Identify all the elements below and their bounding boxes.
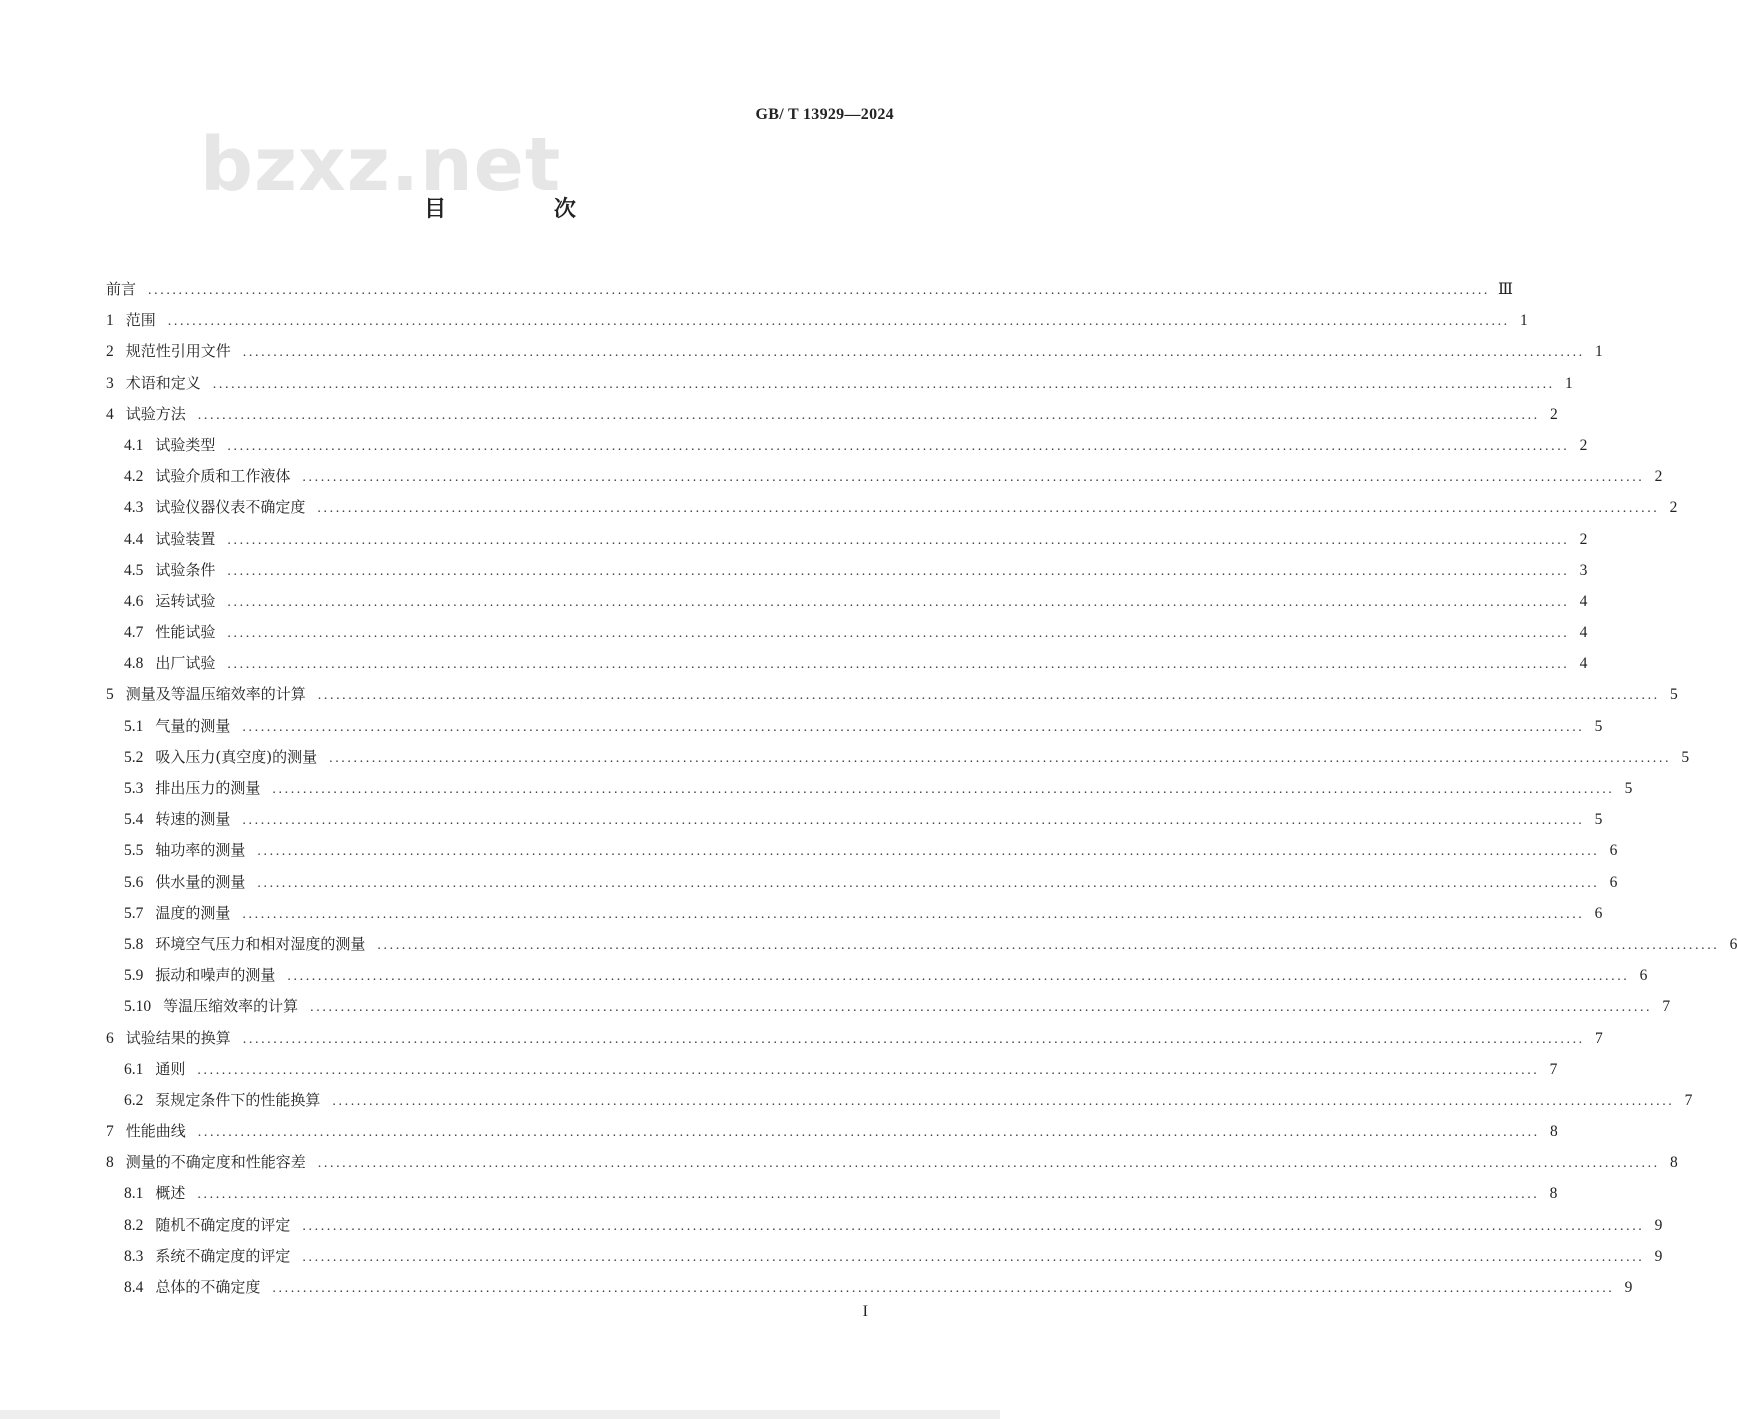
dot-leader: ............................................................................................................................................................................................................................ [242,719,1585,735]
toc-entry-page: 7 [1595,1029,1603,1047]
toc-entry-label: 试验结果的换算 [125,1028,231,1047]
toc-entry-page: 5 [1624,780,1633,797]
toc-entry-page: 5 [1670,686,1678,704]
toc-entry-page: 7 [1684,1091,1693,1109]
toc-entry-label: 排出压力的测量 [155,779,261,797]
dot-leader: ............................................................................................................................................................................................................................ [227,438,1570,454]
watermark: bzxz.net [200,122,562,208]
toc-entry-page: 2 [1579,530,1588,548]
dot-leader: ............................................................................................................................................................................................................................ [197,407,1540,423]
toc-entry-number: 5.9 [124,967,144,985]
toc-entry-page: 6 [1729,935,1737,953]
toc-entry[interactable] [106,524,1588,555]
toc-entry-number: 4.3 [124,499,144,517]
dot-leader: ............................................................................................................................................................................................................................ [167,314,1510,330]
dot-leader: ............................................................................................................................................................................................................................ [302,1218,1645,1234]
toc-entry[interactable] [106,336,1603,367]
toc-entry-number: 5.1 [124,717,144,735]
toc-entry-number: 8 [106,1154,114,1172]
dot-leader: ............................................................................................................................................................................................................................ [317,501,1660,517]
toc-entry-page: 6 [1594,904,1603,922]
dot-leader: ............................................................................................................................................................................................................................ [242,906,1585,922]
toc-entry-number: 5.2 [124,748,144,766]
toc-entry-number: 4 [106,405,114,423]
dot-leader: ............................................................................................................................................................................................................................ [212,376,1555,392]
dot-leader: ............................................................................................................................................................................................................................ [302,470,1645,486]
toc-entry-page: 1 [1595,343,1603,361]
dot-leader: ............................................................................................................................................................................................................................ [257,875,1600,891]
toc-entry-label: 总体的不确定度 [155,1278,261,1296]
toc-entry-number: 5.8 [124,935,144,953]
toc-entry-page: 2 [1669,499,1678,517]
toc-entry-number: 4.8 [124,655,144,673]
toc-entry-label: 振动和噪声的测量 [155,966,276,985]
toc-entry-number: 4.1 [124,436,144,454]
standard-code: GB/ T 13929—2024 [755,106,894,123]
toc-entry-label: 等温压缩效率的计算 [163,997,299,1016]
dot-leader: ............................................................................................................................................................................................................................ [317,1156,1660,1172]
dot-leader: ............................................................................................................................................................................................................................ [272,782,1615,797]
toc-entry[interactable] [106,867,1618,898]
toc-entry-page: 4 [1579,655,1588,673]
toc-entry-label: 试验仪器仪表不确定度 [155,498,306,517]
toc-entry[interactable] [106,399,1558,430]
toc-entry-page: 9 [1624,1279,1633,1296]
toc-entry-label: 术语和定义 [125,373,201,392]
toc-entry[interactable] [106,929,1737,960]
dot-leader: ............................................................................................................................................................................................................................ [257,844,1600,860]
toc-entry[interactable] [106,274,1513,305]
toc-entry[interactable] [106,368,1573,399]
toc-entry[interactable] [106,1147,1678,1178]
toc-entry-number: 7 [106,1123,114,1141]
toc-entry-label: 试验装置 [155,529,216,548]
toc-entry-number: 8.1 [124,1185,144,1203]
dot-leader: ............................................................................................................................................................................................................................ [302,1249,1645,1265]
dot-leader: ............................................................................................................................................................................................................................ [227,532,1570,548]
dot-leader: ............................................................................................................................................................................................................................ [197,1062,1540,1078]
toc-entry[interactable] [106,1178,1558,1209]
toc-entry[interactable] [106,555,1588,586]
page-number: I [862,1303,868,1320]
toc-entry[interactable] [106,617,1588,648]
toc-entry-page: 6 [1639,967,1648,985]
toc-entry-number: 3 [106,374,114,392]
toc-entry[interactable] [106,1272,1633,1303]
toc-entry-page: 3 [1579,561,1588,579]
toc-entry-number: 6 [106,1029,114,1047]
toc-entry-label: 转速的测量 [155,810,231,829]
toc-entry-label: 供水量的测量 [155,872,246,891]
toc-entry-page: 8 [1549,1185,1558,1203]
toc-entry-number: 4.4 [124,530,144,548]
toc-entry-label: 系统不确定度的评定 [155,1246,291,1265]
toc-entry-number: 8.3 [124,1247,144,1265]
toc-entry-label: 概述 [155,1184,186,1203]
toc-entry[interactable] [106,1023,1603,1054]
toc-entry-label: 范围 [125,311,156,330]
toc-entry[interactable] [106,711,1603,742]
toc-entry-label: 性能试验 [155,623,216,642]
toc-entry-page: 8 [1550,1123,1558,1141]
toc-entry-number: 5 [106,686,114,704]
toc-entry-page: 9 [1654,1216,1663,1234]
dot-leader: ............................................................................................................................................................................................................................ [242,345,1585,361]
toc-entry-page: 7 [1549,1060,1558,1078]
toc-entry-number: 6.2 [124,1091,144,1109]
toc-entry-label: 温度的测量 [155,903,231,922]
toc-entry-label: 性能曲线 [125,1122,186,1141]
toc-entry[interactable] [106,1085,1693,1116]
toc-entry-label: 试验介质和工作液体 [155,467,291,486]
dot-leader: ............................................................................................................................................................................................................................ [332,1093,1675,1109]
dot-leader: ............................................................................................................................................................................................................................ [287,969,1630,985]
toc-entry-label: 测量及等温压缩效率的计算 [125,685,306,704]
toc-entry[interactable] [106,898,1603,929]
toc-entry-page: 6 [1609,842,1618,860]
toc-entry-page: 5 [1681,748,1690,766]
toc-entry-label: 泵规定条件下的性能换算 [155,1090,321,1109]
page-title: 目 次 [424,197,626,222]
toc-entry-page: 1 [1565,374,1573,392]
toc-entry[interactable] [106,835,1618,866]
dot-leader: ............................................................................................................................................................................................................................ [227,626,1570,642]
dot-leader: ............................................................................................................................................................................................................................ [377,937,1720,953]
toc-entry-number: 1 [106,312,114,330]
dot-leader: ............................................................................................................................................................................................................................ [227,563,1570,579]
toc-entry-page: Ⅲ [1498,281,1513,298]
toc-entry-number: 4.6 [124,592,144,610]
toc-entry-label: 试验条件 [155,560,216,579]
dot-leader: ............................................................................................................................................................................................................................ [227,657,1570,673]
toc-entry[interactable] [106,648,1588,679]
toc-entry-number: 4.2 [124,468,144,486]
toc-entry-label: 轴功率的测量 [155,841,246,860]
toc-entry-label: 试验方法 [125,404,186,423]
dot-leader: ............................................................................................................................................................................................................................ [272,1281,1615,1296]
toc-entry[interactable] [106,586,1588,617]
toc-entry[interactable] [106,1054,1558,1085]
dot-leader: ............................................................................................................................................................................................................................ [242,813,1585,829]
toc-entry-label: 环境空气压力和相对湿度的测量 [155,934,366,953]
toc-entry-page: 2 [1579,436,1588,454]
toc-entry-number: 8.4 [124,1279,144,1296]
toc-entry[interactable] [106,773,1633,804]
toc-entry-label: 前言 [106,280,137,298]
toc-entry-page: 2 [1550,405,1558,423]
toc-entry[interactable] [106,492,1678,523]
toc-entry[interactable] [106,991,1671,1022]
dot-leader: ............................................................................................................................................................................................................................ [197,1125,1540,1141]
toc-entry[interactable] [106,430,1588,461]
toc-entry-page: 7 [1662,998,1671,1016]
toc-entry-label: 气量的测量 [155,716,231,735]
toc-entry-number: 8.2 [124,1216,144,1234]
toc-entry-label: 规范性引用文件 [125,342,231,361]
toc-entry-number: 4.7 [124,624,144,642]
dot-leader: ............................................................................................................................................................................................................................ [148,283,1491,298]
toc-entry-number: 5.7 [124,904,144,922]
dot-leader: ............................................................................................................................................................................................................................ [242,1031,1585,1047]
dot-leader: ............................................................................................................................................................................................................................ [197,1187,1540,1203]
toc-list [106,274,1737,1303]
toc-entry-label: 通则 [155,1059,186,1078]
dot-leader: ............................................................................................................................................................................................................................ [317,688,1660,704]
toc-entry-page: 6 [1609,873,1618,891]
toc-entry-page: 4 [1579,592,1588,610]
toc-entry-page: 5 [1594,811,1603,829]
toc-entry-label: 运转试验 [155,591,216,610]
toc-entry-number: 5.3 [124,780,144,797]
toc-entry[interactable] [106,1241,1663,1272]
toc-entry-page: 9 [1654,1247,1663,1265]
toc-entry-number: 5.10 [124,998,152,1016]
toc-entry[interactable] [106,461,1663,492]
toc-entry[interactable] [106,679,1678,710]
toc-entry-number: 6.1 [124,1060,144,1078]
toc-entry-label: 随机不确定度的评定 [155,1215,291,1234]
toc-entry-number: 5.5 [124,842,144,860]
toc-entry[interactable] [106,1116,1558,1147]
dot-leader: ............................................................................................................................................................................................................................ [329,750,1672,766]
toc-entry-label: 测量的不确定度和性能容差 [125,1153,306,1172]
dot-leader: ............................................................................................................................................................................................................................ [227,594,1570,610]
toc-entry[interactable] [106,742,1690,773]
toc-entry-label: 出厂试验 [155,654,216,673]
toc-entry-label: 试验类型 [155,435,216,454]
toc-entry[interactable] [106,1210,1663,1241]
toc-entry-page: 4 [1579,624,1588,642]
toc-entry-page: 1 [1520,312,1528,330]
toc-entry-number: 5.6 [124,873,144,891]
dot-leader: ............................................................................................................................................................................................................................ [310,1000,1653,1016]
toc-entry-page: 5 [1594,717,1603,735]
toc-entry-number: 5.4 [124,811,144,829]
toc-entry[interactable] [106,960,1648,991]
toc-entry[interactable] [106,804,1603,835]
toc-entry-page: 2 [1654,468,1663,486]
bottom-divider [0,1410,1000,1419]
toc-entry-label: 吸入压力(真空度)的测量 [155,747,318,766]
toc-entry-page: 8 [1670,1154,1678,1172]
toc-entry[interactable] [106,305,1528,336]
toc-entry-number: 4.5 [124,561,144,579]
toc-entry-number: 2 [106,343,114,361]
